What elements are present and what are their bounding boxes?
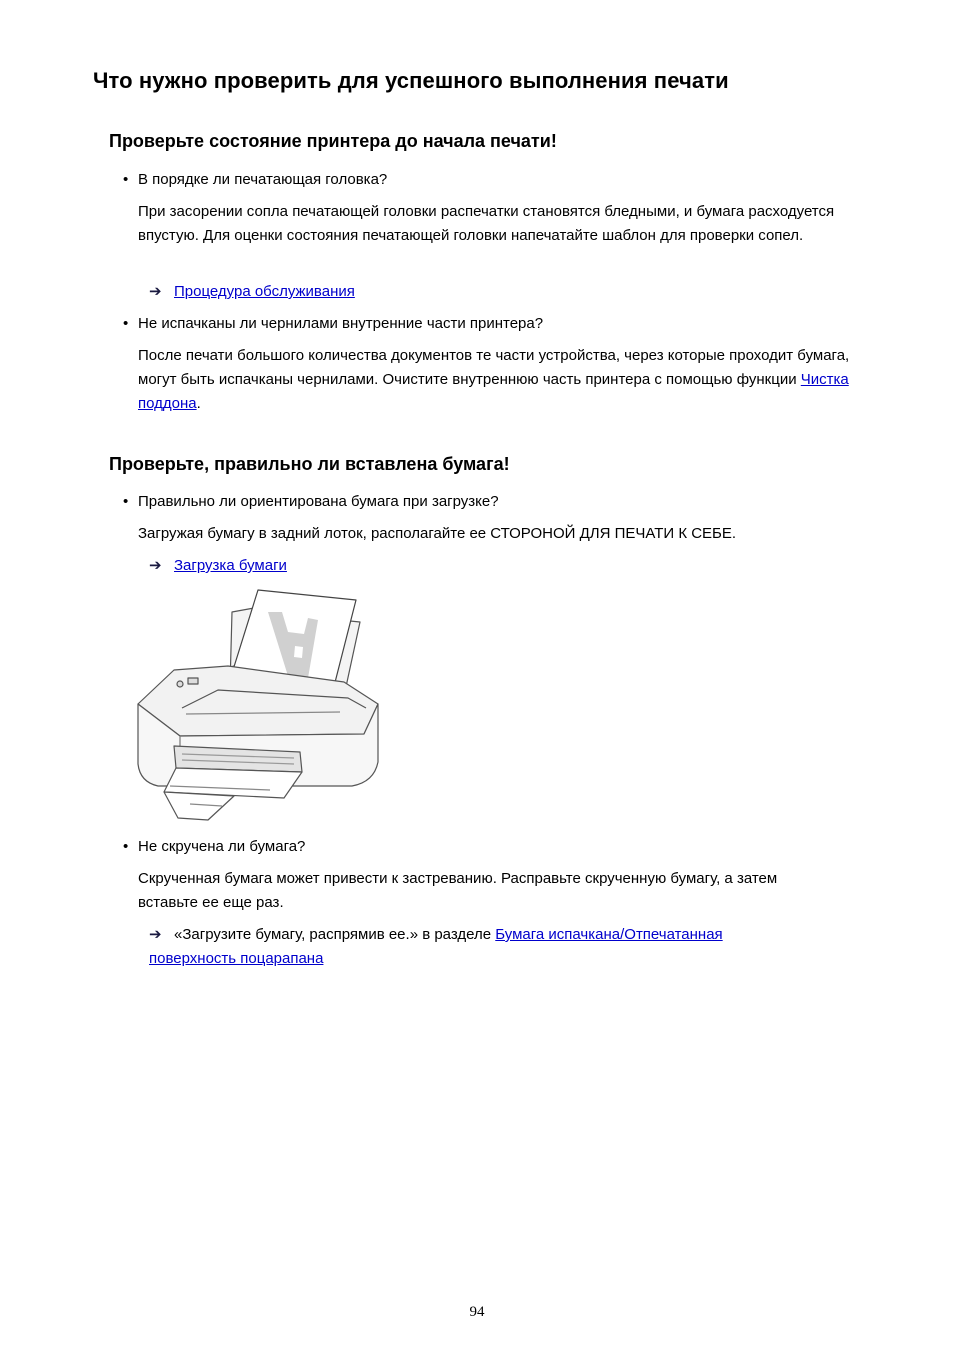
question-paper-curled: Не скручена ли бумага?	[138, 838, 306, 855]
reference-text: «Загрузите бумагу, распрямив ее.» в разделе	[174, 926, 496, 943]
bullet-icon: •	[123, 493, 129, 510]
section-heading-paper-loaded: Проверьте, правильно ли вставлена бумага!	[109, 454, 510, 474]
printer-illustration	[134, 586, 384, 822]
link-row-loading-paper	[149, 554, 849, 578]
arrow-right-icon: ➔	[149, 926, 162, 943]
page-number: 94	[469, 1304, 485, 1320]
paragraph-text: После печати большого количества документов те части устройства, через которые проходит бумага, могут быть испачканы чернилами. Очистите внутреннюю часть принтера с помощью функции	[138, 347, 850, 388]
list-item	[123, 168, 387, 192]
bullet-icon: •	[123, 315, 129, 332]
maintenance-link[interactable]: Процедура обслуживания	[174, 283, 355, 300]
arrow-right-icon: ➔	[149, 283, 162, 300]
paragraph-paper-curled: Скрученная бумага может привести к застреванию. Расправьте скрученную бумагу, а затем вставьте ее еще раз.	[138, 870, 778, 911]
question-paper-orientation: Правильно ли ориентирована бумага при загрузке?	[138, 493, 499, 510]
list-item	[123, 490, 499, 514]
question-print-head: В порядке ли печатающая головка?	[138, 171, 388, 188]
link-row-maintenance	[149, 280, 849, 304]
paragraph-text-end: .	[196, 395, 201, 412]
paper-smudged-link[interactable]: Бумага испачкана/Отпечатанная поверхность поцарапана	[149, 926, 723, 967]
paragraph-print-head: При засорении сопла печатающей головки распечатки становятся бледными, и бумага расходуется впустую. Для оценки состояния печатающей головки напечатайте шаблон для проверки сопел.	[138, 203, 835, 244]
question-ink-stains: Не испачканы ли чернилами внутренние части принтера?	[138, 315, 544, 332]
bullet-icon: •	[123, 838, 129, 855]
bullet-icon: •	[123, 171, 129, 188]
bottom-plate-cleaning-link[interactable]: Чистка поддона	[138, 371, 849, 412]
list-item	[123, 835, 305, 859]
arrow-right-icon: ➔	[149, 557, 162, 574]
paragraph-ink-stains	[138, 344, 858, 416]
paragraph-paper-orientation: Загружая бумагу в задний лоток, располагайте ее СТОРОНОЙ ДЛЯ ПЕЧАТИ К СЕБЕ.	[138, 525, 737, 542]
list-item	[123, 312, 543, 336]
loading-paper-link[interactable]: Загрузка бумаги	[174, 557, 287, 574]
link-row-paper-smudged	[149, 923, 789, 971]
page-title: Что нужно проверить для успешного выполнения печати	[93, 68, 729, 93]
section-heading-printer-state: Проверьте состояние принтера до начала печати!	[109, 131, 557, 151]
